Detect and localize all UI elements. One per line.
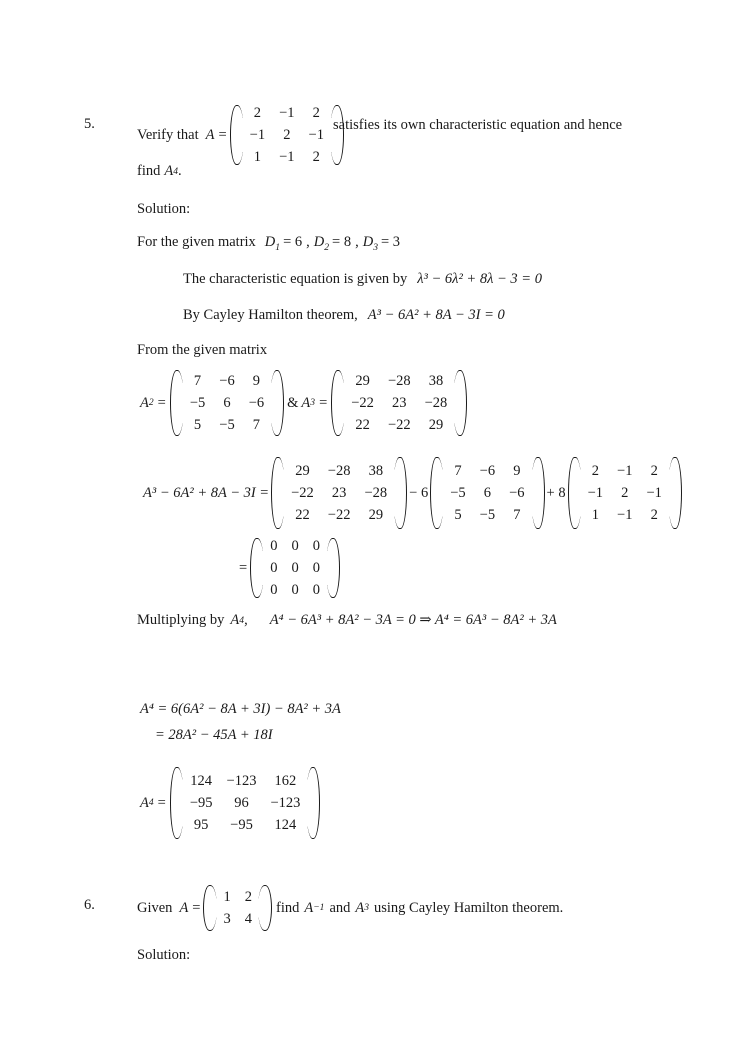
- matrix-cell-1-2: −6: [248, 394, 265, 411]
- matrix-cell-1-0: −22: [351, 394, 374, 411]
- characteristic-equation-line: [183, 271, 542, 288]
- equals-sign: =: [192, 899, 201, 916]
- matrix-cell-0-2: 2: [650, 462, 658, 479]
- find-period: .: [178, 163, 182, 179]
- matrix-cell-1-1: 4: [244, 911, 252, 927]
- problem-5-find-line: find A 4 .: [137, 163, 182, 179]
- A4-equals: =: [157, 794, 166, 811]
- problem-6-prompt-text: Given: [137, 899, 173, 916]
- paren-right: [311, 766, 320, 840]
- matrix-zero: [250, 537, 340, 599]
- matrix-cell-2-0: 1: [591, 507, 599, 524]
- problem-6-prompt: Given A = 1 2 3 4 find A −1 and A 3 using Cayley Hamilton theorem.: [137, 884, 563, 932]
- problem-6-matrix-A: [203, 884, 272, 932]
- matrix-cell-0-0: 1: [223, 888, 231, 905]
- paren-left: [430, 455, 439, 531]
- matrix-cell-0-1: −28: [327, 462, 351, 479]
- matrix-cell-1-1: 23: [392, 394, 407, 411]
- matrix-cell-1-1: 2: [283, 126, 291, 143]
- problem-5-prompt-text: Verify that: [137, 126, 199, 143]
- inverse-var: A: [304, 899, 314, 916]
- matrix-cell-0-0: 2: [591, 462, 599, 479]
- matrix-cell-1-1: 96: [234, 794, 249, 811]
- matrix-cell-1-0: −1: [249, 126, 266, 143]
- matrix-cell-0-0: 29: [355, 372, 370, 389]
- matrix-A2-verify-cells: [439, 458, 535, 528]
- matrix-cell-0-1: 2: [244, 888, 252, 905]
- cayley-hamilton-expr: A³ − 6A² + 8A − 3I = 0: [367, 307, 505, 323]
- matrix-cell-0-1: 0: [291, 537, 299, 554]
- matrix-cell-2-2: 29: [428, 417, 444, 434]
- matrix-cell-1-1: 23: [331, 484, 347, 501]
- zero-matrix-result: [238, 537, 340, 599]
- matrix-zero-cells: [259, 533, 331, 603]
- matrix-cell-2-0: 0: [270, 582, 278, 599]
- matrix-cell-0-0: 0: [270, 537, 278, 554]
- A4-result-line: A 4 = 124 −123 162 −95 96 −123 95 −95 124: [140, 766, 320, 840]
- matrix-cell-2-1: −1: [617, 507, 633, 524]
- problem-5-matrix-var: A: [205, 126, 215, 143]
- matrix-cell-1-2: −1: [308, 126, 324, 143]
- matrix-cell-2-0: 95: [193, 817, 209, 834]
- matrix-cell-0-1: −28: [387, 372, 411, 389]
- matrix-A-verify-cells: [577, 458, 673, 528]
- matrix-cell-1-0: −95: [189, 794, 213, 811]
- paren-left: [170, 369, 179, 437]
- matrix-cell-2-2: 29: [368, 507, 384, 524]
- cayley-hamilton-text: By Cayley Hamilton theorem,: [183, 307, 358, 323]
- problem-6-and: and: [329, 899, 351, 916]
- verification-lhs: A³ − 6A² + 8A − 3I =: [143, 484, 270, 501]
- matrix-cell-1-1: 2: [621, 484, 629, 501]
- matrix-cell-0-1: −6: [479, 462, 496, 479]
- A2-label: A: [140, 394, 149, 411]
- paren-left: [250, 537, 259, 599]
- expansion-line-2: = 28A² − 45A + 18I: [155, 727, 273, 743]
- matrix-cell-1-2: 0: [312, 559, 320, 576]
- d1-value: $D_1 = 6$: [264, 234, 303, 253]
- matrix-cell-2-1: −95: [230, 817, 253, 834]
- matrix-cell-1-0: −5: [189, 394, 206, 411]
- matrix-cell-1-2: −28: [424, 394, 448, 411]
- multiplying-equation: A⁴ − 6A³ + 8A² − 3A = 0 ⇒ A⁴ = 6A³ − 8A² + 3A: [269, 612, 557, 628]
- matrix-A4-cells: [179, 768, 312, 838]
- matrix-cell-2-1: −22: [327, 507, 351, 524]
- matrix-cell-0-2: 9: [252, 372, 261, 389]
- problem-5-prompt: [137, 104, 346, 166]
- multiplying-comma: ,: [244, 612, 248, 628]
- matrix-cell-2-2: 7: [513, 507, 521, 524]
- matrix-cell-1-2: −28: [364, 484, 388, 501]
- matrix-cell-1-1: 6: [223, 394, 231, 411]
- problem-6-prompt-tail: using Cayley Hamilton theorem.: [374, 899, 564, 916]
- A2-equals: =: [157, 394, 166, 411]
- characteristic-equation-expr: λ³ − 6λ² + 8λ − 3 = 0: [417, 271, 542, 287]
- matrix-cell-0-1: −123: [226, 772, 257, 789]
- matrix-cell-1-2: −123: [270, 794, 301, 811]
- matrix-cell-1-0: 3: [223, 911, 231, 927]
- A4-label: A: [140, 794, 149, 811]
- matrix-cell-0-2: 38: [428, 372, 444, 389]
- problem-6-solution-label: Solution:: [137, 947, 191, 963]
- multiplying-prefix: Multiplying by: [137, 612, 225, 628]
- matrix-cell-2-1: −22: [387, 417, 411, 434]
- paren-left: [331, 369, 340, 437]
- equals-sign: =: [218, 126, 227, 143]
- multiplying-line: Multiplying by A 4 , A⁴ − 6A³ + 8A² − 3A = 0 ⇒ A⁴ = 6A³ − 8A² + 3A: [137, 612, 557, 628]
- matrix-cell-0-0: 124: [190, 772, 213, 789]
- multiplying-var: A: [230, 612, 240, 628]
- paren-right: [263, 884, 272, 932]
- matrix-A4: [170, 766, 321, 840]
- matrix-cell-2-0: 22: [295, 507, 310, 524]
- matrix-cell-0-2: 9: [513, 462, 521, 479]
- problem-5-number: 5.: [84, 116, 95, 132]
- A3-label: A: [301, 394, 311, 411]
- matrix-A2-cells: [179, 368, 275, 438]
- matrix-A-cells: [239, 100, 335, 170]
- A2-A3-line: A 2 = 7 −6 9 −5 6 −6 5 −5 7 & A 3 = 29 −28 38 −22 23 −28 22 −22 29: [140, 369, 467, 437]
- ampersand: &: [287, 394, 299, 411]
- matrix-cell-2-0: 5: [193, 417, 202, 434]
- problem-6-matrix-var: A: [179, 899, 189, 916]
- matrix-cell-0-0: 7: [454, 462, 462, 479]
- matrix-cell-1-0: 0: [270, 559, 278, 576]
- cayley-hamilton-line: [183, 307, 505, 324]
- problem-6-number: 6.: [84, 897, 95, 913]
- matrix-cell-2-1: −5: [479, 507, 496, 524]
- paren-left: [203, 884, 212, 932]
- matrix-cell-0-1: −1: [279, 104, 295, 121]
- problem-5-prompt-tail: satisfies its own characteristic equation and hence: [333, 117, 623, 133]
- d2-value: $D_2 = 8$: [313, 234, 352, 253]
- matrix-cell-0-1: −1: [617, 462, 633, 479]
- matrix-A3-verify: [271, 455, 407, 531]
- matrix-cell-1-0: −22: [291, 484, 314, 501]
- matrix-cell-0-2: 0: [312, 537, 320, 554]
- matrix-cell-0-2: 2: [312, 104, 320, 121]
- paren-right: [458, 369, 467, 437]
- cube-var: A: [355, 899, 365, 916]
- matrix-A-verify: [568, 455, 682, 531]
- matrix-cell-0-2: 38: [368, 462, 384, 479]
- matrix-cell-2-2: 0: [312, 582, 320, 599]
- matrix-cell-0-2: 162: [274, 772, 297, 789]
- matrix-cell-2-0: 1: [253, 149, 261, 166]
- expansion-line-1: A⁴ = 6(6A² − 8A + 3I) − 8A² + 3A: [140, 701, 341, 717]
- matrix-cell-1-2: −6: [509, 484, 525, 501]
- from-given-matrix-label: From the given matrix: [137, 342, 268, 358]
- matrix-cell-2-2: 2: [650, 507, 658, 524]
- find-label: find: [137, 163, 161, 179]
- matrix-cell-2-1: 0: [291, 582, 299, 599]
- matrix-cell-2-0: 22: [355, 417, 370, 434]
- plus-eight-coefficient: + 8: [546, 484, 566, 501]
- paren-left: [230, 104, 239, 166]
- characteristic-equation-text: The characteristic equation is given by: [183, 271, 408, 287]
- matrix-cell-2-0: 5: [454, 507, 462, 524]
- paren-left: [170, 766, 179, 840]
- matrix-A-cells: [212, 884, 263, 932]
- matrix-cell-1-0: −5: [450, 484, 466, 501]
- problem-5-given-matrix-line: [137, 234, 400, 251]
- matrix-cell-2-1: −5: [219, 417, 235, 434]
- A3-equals: =: [319, 394, 328, 411]
- matrix-cell-1-0: −1: [587, 484, 604, 501]
- paren-right: [331, 537, 340, 599]
- matrix-cell-2-2: 7: [252, 417, 261, 434]
- comma-2: ,: [355, 234, 359, 250]
- zero-equals: =: [239, 559, 248, 576]
- matrix-A3-cells: [340, 368, 458, 438]
- matrix-cell-0-0: 7: [193, 372, 202, 389]
- paren-right: [398, 455, 407, 531]
- paren-right: [536, 455, 545, 531]
- paren-left: [568, 455, 577, 531]
- matrix-cell-2-2: 124: [274, 817, 297, 834]
- matrix-cell-1-1: 0: [291, 559, 299, 576]
- matrix-cell-1-1: 6: [483, 484, 492, 501]
- matrix-A3-verify-cells: [280, 458, 398, 528]
- matrix-cell-2-2: 2: [312, 149, 320, 166]
- d3-value: $D_3 = 3$: [362, 234, 401, 253]
- verification-equation: [143, 455, 682, 531]
- matrix-cell-0-0: 2: [253, 104, 261, 121]
- problem-5-solution-label: Solution:: [137, 201, 191, 217]
- minus-six-coefficient: − 6: [409, 484, 429, 501]
- matrix-A3: [331, 369, 467, 437]
- matrix-A2-verify: [430, 455, 544, 531]
- matrix-cell-0-0: 29: [295, 462, 310, 479]
- problem-6-find-label: find: [275, 899, 300, 916]
- comma-1: ,: [306, 234, 310, 250]
- paren-right: [673, 455, 682, 531]
- given-matrix-text: For the given matrix: [137, 234, 256, 250]
- paren-right: [275, 369, 284, 437]
- find-expression: A: [164, 163, 174, 179]
- matrix-cell-0-1: −6: [219, 372, 235, 389]
- matrix-A2: [170, 369, 284, 437]
- matrix-cell-2-1: −1: [279, 149, 295, 166]
- matrix-cell-1-2: −1: [646, 484, 662, 501]
- paren-left: [271, 455, 280, 531]
- problem-5-matrix-A: [230, 104, 344, 166]
